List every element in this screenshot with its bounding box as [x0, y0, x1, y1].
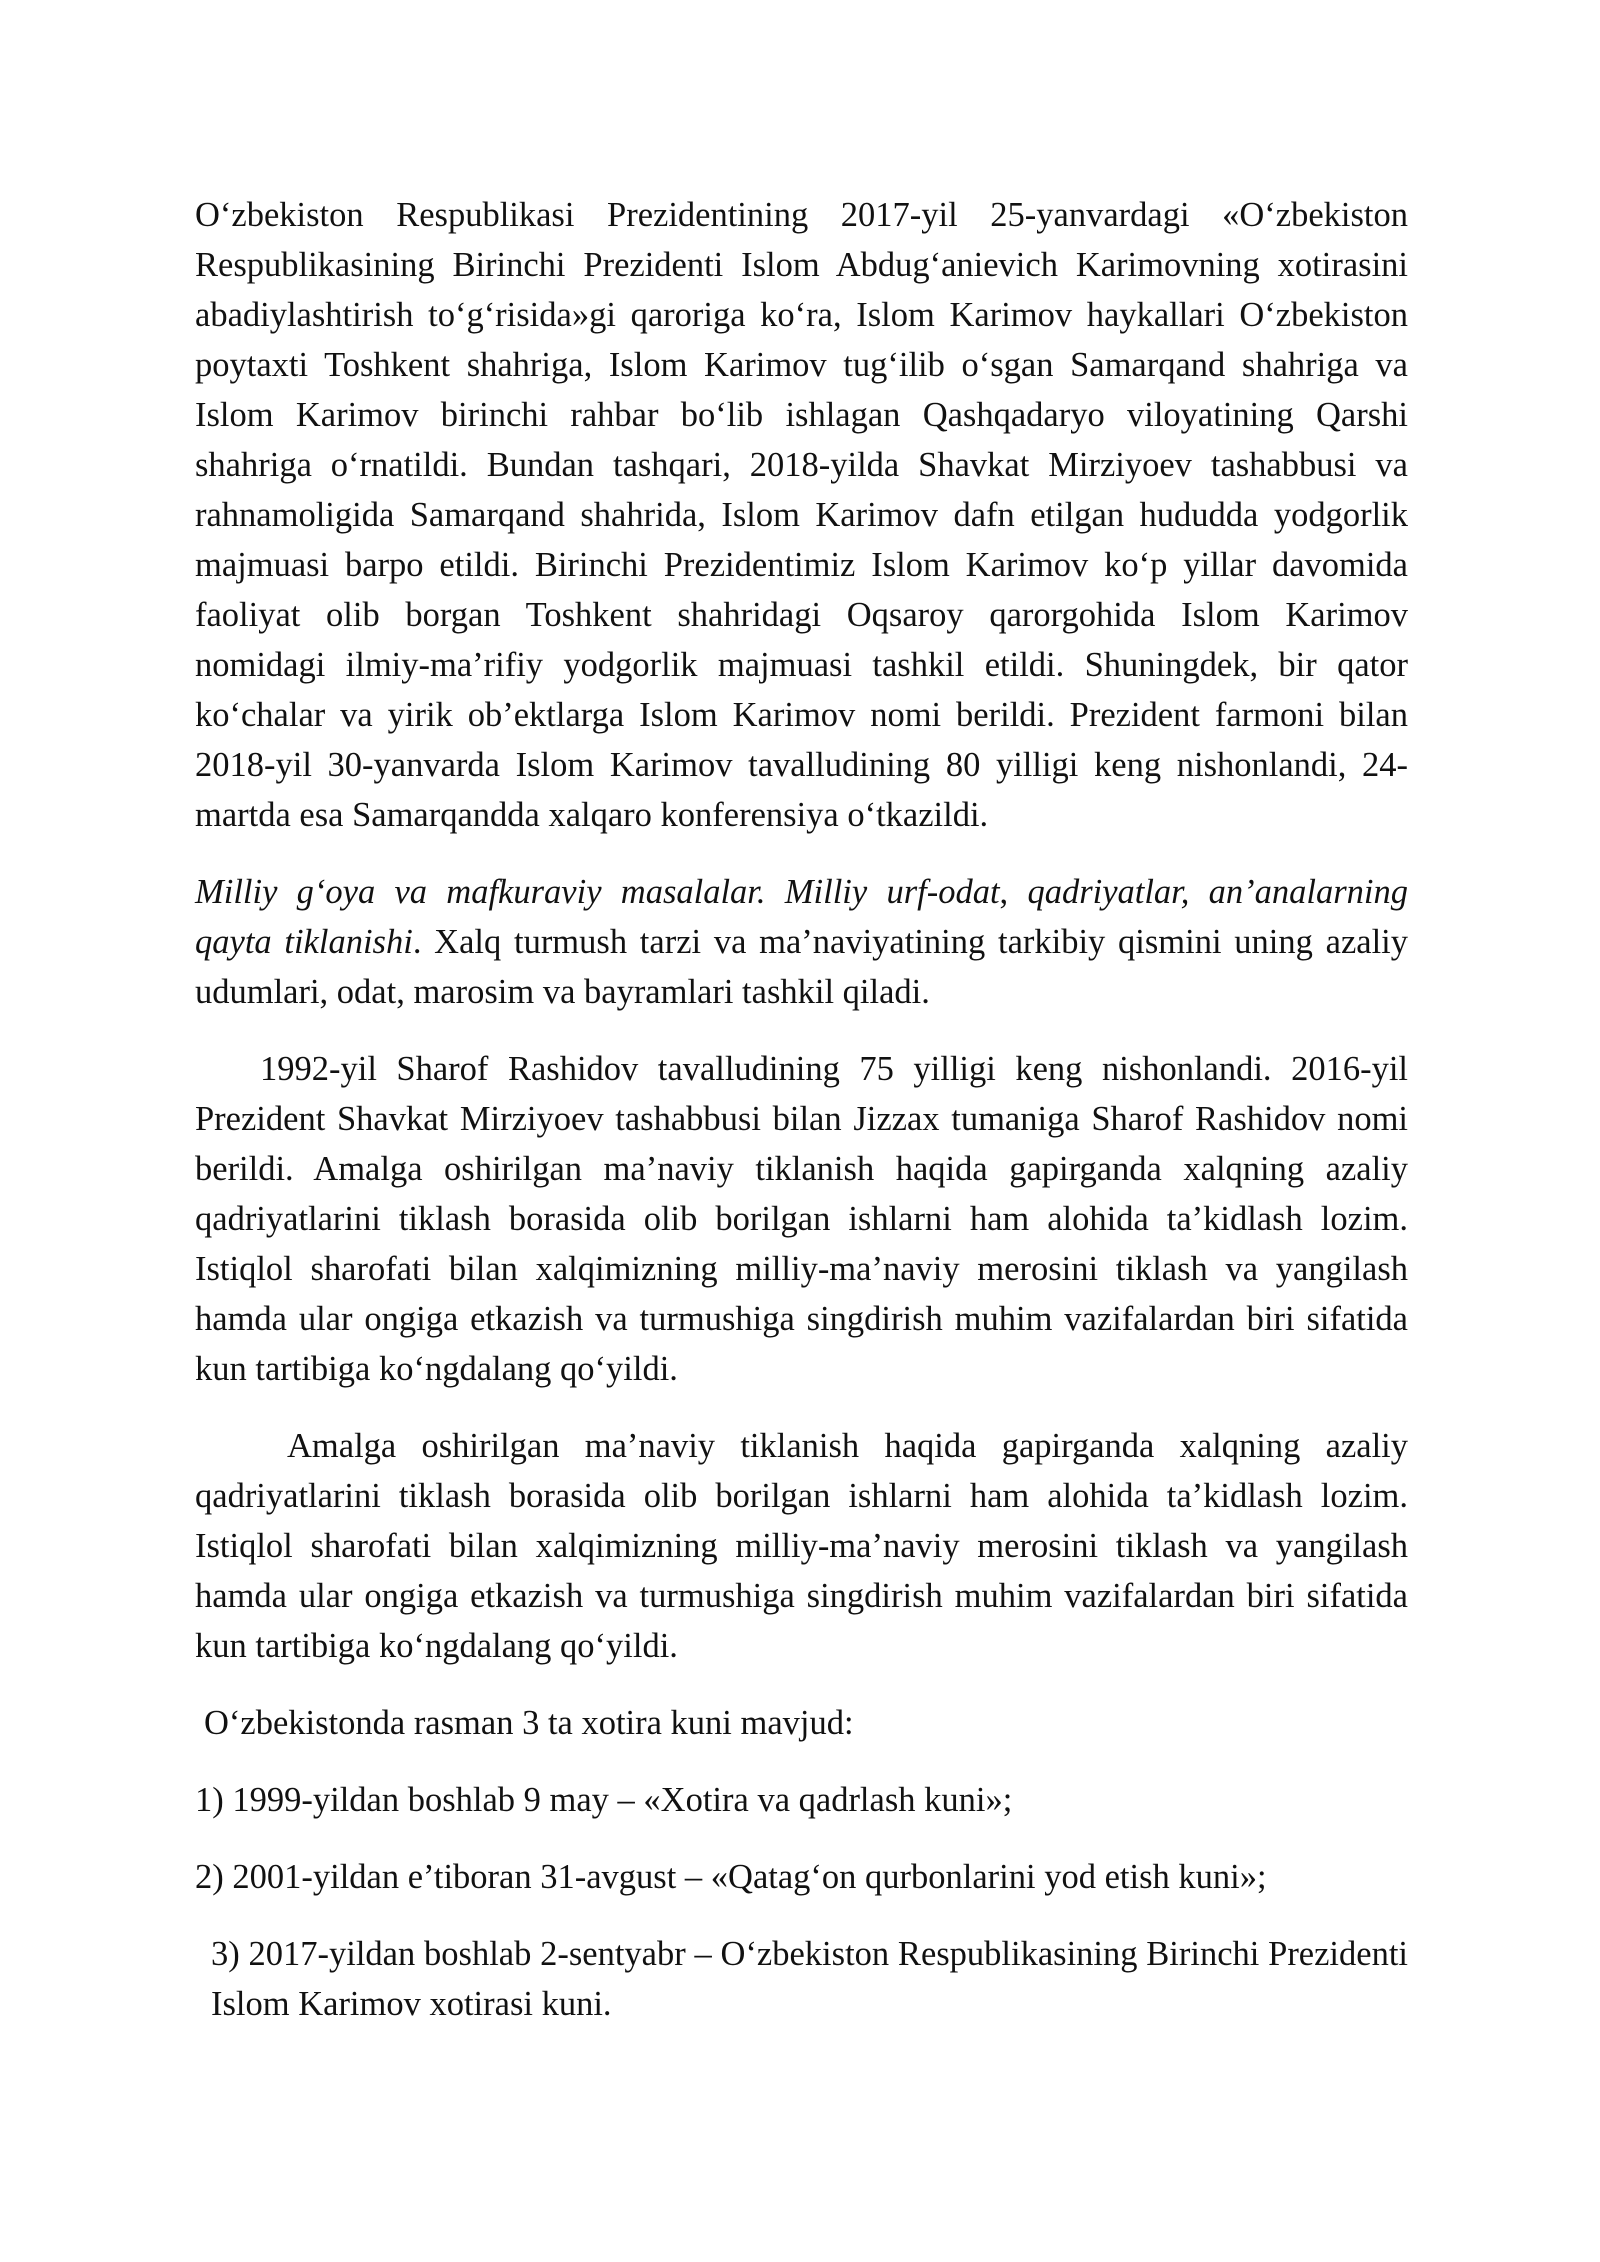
- list-item: 3) 2017-yildan boshlab 2-sentyabr – O‘zbekiston Respublikasining Birinchi Prezidenti Islom Karimov xotirasi kuni.: [211, 1935, 1408, 2023]
- paragraph-rashidov: 1992-yil Sharof Rashidov tavalludining 75 yilligi keng nishonlandi. 2016-yil Prezident Shavkat Mirziyoev tashabbusi bilan Jizzax tumaniga Sharof Rashidov nomi berildi. Amalga oshirilgan ma’naviy tiklanish haqida gapirganda xalqning azaliy qadriyatlarini tiklash borasida olib borilgan ishlarni ham alohida ta’kidlash lozim. Istiqlol sharofati bilan xalqimizning milliy-ma’naviy merosini tiklash va yangilash hamda ular ongiga etkazish va turmushiga singdirish muhim vazifalardan biri sifatida kun tartibiga ko‘ngdalang qo‘yildi.: [195, 1050, 1408, 1388]
- paragraph-national-idea-text: . Xalq turmush tarzi va ma’naviyatining tarkibiy qismini uning azaliy udumlari, odat, marosim va bayramlari tashkil qiladi.: [195, 923, 1408, 1011]
- list-item: 1) 1999-yildan boshlab 9 may – «Xotira va qadrlash kuni»;: [195, 1781, 1013, 1819]
- paragraph-karimov-memorials: O‘zbekiston Respublikasi Prezidentining 2017-yil 25-yanvardagi «O‘zbekiston Respublikasining Birinchi Prezidenti Islom Abdug‘anievich Karimovning xotirasini abadiylashtirish to‘g‘risida»gi qaroriga ko‘ra, Islom Karimov haykallari O‘zbekiston poytaxti Toshkent shahriga, Islom Karimov tug‘ilib o‘sgan Samarqand shahriga va Islom Karimov birinchi rahbar bo‘lib ishlagan Qashqadaryo viloyatining Qarshi shahriga o‘rnatildi. Bundan tashqari, 2018-yilda Shavkat Mirziyoev tashabbusi va rahnamoligida Samarqand shahrida, Islom Karimov dafn etilgan hududda yodgorlik majmuasi barpo etildi. Birinchi Prezidentimiz Islom Karimov ko‘p yillar davomida faoliyat olib borgan Toshkent shahridagi Oqsaroy qarorgohida Islom Karimov nomidagi ilmiy-ma’rifiy yodgorlik majmuasi tashkil etildi. Shuningdek, bir qator ko‘chalar va yirik ob’ektlarga Islom Karimov nomi berildi. Prezident farmoni bilan 2018-yil 30-yanvarda Islom Karimov tavalludining 80 yilligi keng nishonlandi, 24-martda esa Samarqandda xalqaro konferensiya o‘tkazildi.: [195, 196, 1408, 834]
- italic-heading-part-1: Milliy g‘oya va mafkuraviy masalalar. Milliy urf-odat: [195, 873, 1000, 911]
- list-item: 2) 2001-yildan e’tiboran 31-avgust – «Qatag‘on qurbonlarini yod etish kuni»;: [195, 1858, 1267, 1896]
- list-intro: O‘zbekistonda rasman 3 ta xotira kuni mavjud:: [204, 1704, 854, 1742]
- heading-separator: ,: [999, 873, 1028, 911]
- italic-heading-part-2: qadriyatlar, an’analarning qayta tiklanishi: [195, 873, 1409, 961]
- paragraph-spiritual-revival: Amalga oshirilgan ma’naviy tiklanish haqida gapirganda xalqning azaliy qadriyatlarini tiklash borasida olib borilgan ishlarni ham alohida ta’kidlash lozim. Istiqlol sharofati bilan xalqimizning milliy-ma’naviy merosini tiklash va yangilash hamda ular ongiga etkazish va turmushiga singdirish muhim vazifalardan biri sifatida kun tartibiga ko‘ngdalang qo‘yildi.: [195, 1427, 1408, 1665]
- paragraph-national-idea: [195, 867, 1408, 1017]
- document-page: [195, 190, 1408, 2056]
